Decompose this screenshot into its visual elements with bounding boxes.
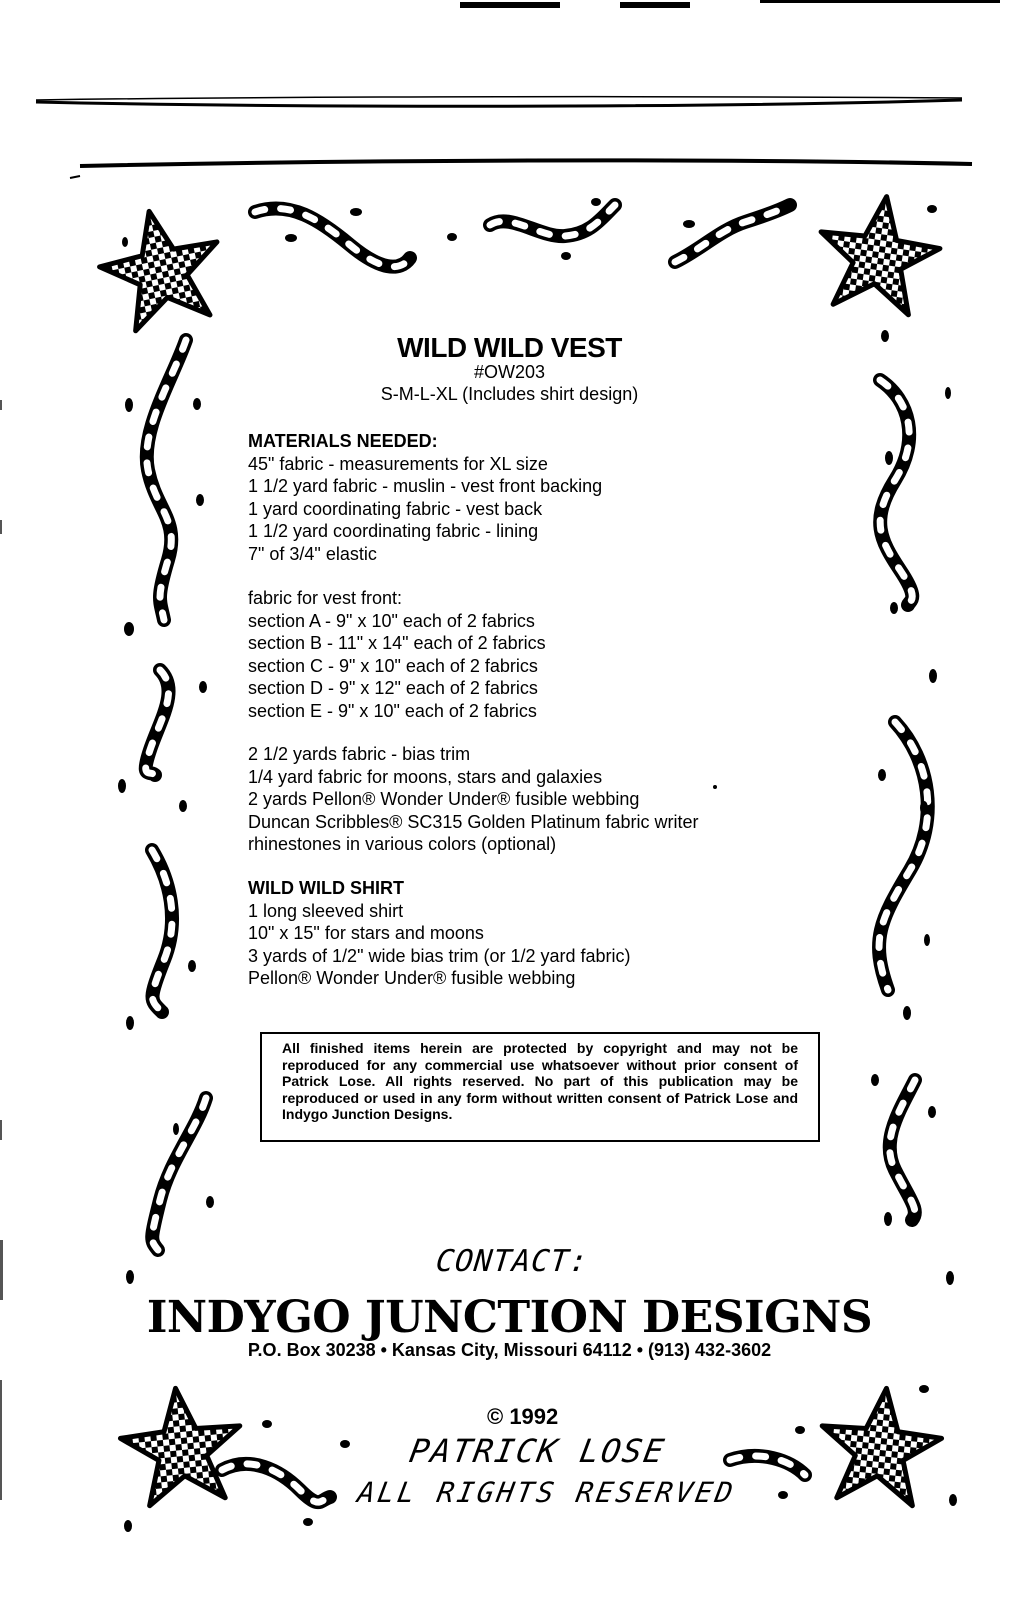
list-item: 10" x 15" for stars and moons bbox=[248, 923, 484, 943]
list-item: 1/4 yard fabric for moons, stars and galaxies bbox=[248, 766, 603, 787]
list-item: section A - 9" x 10" each of 2 fabrics bbox=[248, 610, 535, 631]
company-name: INDYGO JUNCTION DESIGNS bbox=[146, 1292, 873, 1343]
list-item: 45" fabric - measurements for XL size bbox=[248, 453, 548, 474]
top-rules bbox=[36, 0, 1000, 178]
rights-reserved: ALL RIGHTS RESERVED bbox=[355, 1476, 739, 1509]
list-item: rhinestones in various colors (optional) bbox=[248, 834, 557, 854]
copyright-notice: All finished items herein are protected by copyright and may not be reproduced for any commercial use whatsoever without prior consent of Patrick Lose. All rights reserved. No part of this publication may be reproduced or used in any form without written consent of Patrick Lose and Indygo Junction Designs. bbox=[260, 1032, 820, 1142]
vest-front-section bbox=[248, 587, 546, 722]
list-item: 3 yards of 1/2" wide bias trim (or 1/2 yard fabric) bbox=[248, 945, 631, 966]
list-item: 2 1/2 yards fabric - bias trim bbox=[248, 744, 471, 764]
copyright-year: © 1992 bbox=[487, 1404, 559, 1429]
list-item: 1 yard coordinating fabric - vest back bbox=[248, 498, 543, 519]
pattern-title: WILD WILD VEST bbox=[397, 332, 622, 363]
pattern-sizes: S-M-L-XL (Includes shirt design) bbox=[380, 384, 639, 404]
list-item: section D - 9" x 12" each of 2 fabrics bbox=[248, 678, 538, 698]
list-item: 2 yards Pellon® Wonder Under® fusible webbing bbox=[248, 789, 640, 809]
list-item: Pellon® Wonder Under® fusible webbing bbox=[248, 968, 576, 988]
company-address: P.O. Box 30238 • Kansas City, Missouri 64112 • (913) 432-3602 bbox=[247, 1340, 772, 1360]
vest-front-heading: fabric for vest front: bbox=[248, 588, 403, 608]
list-item: 7" of 3/4" elastic bbox=[248, 543, 377, 564]
list-item: section C - 9" x 10" each of 2 fabrics bbox=[248, 655, 538, 676]
materials-section bbox=[248, 430, 602, 565]
list-item: section E - 9" x 10" each of 2 fabrics bbox=[248, 700, 537, 721]
star-top-left-icon bbox=[90, 199, 231, 335]
star-bottom-right-icon bbox=[815, 1382, 946, 1508]
shirt-section bbox=[248, 877, 631, 990]
star-top-right-icon bbox=[811, 188, 946, 318]
author-signature: PATRICK LOSE bbox=[406, 1432, 669, 1470]
list-item: 1 1/2 yard coordinating fabric - lining bbox=[248, 521, 539, 541]
list-item: 1 1/2 yard fabric - muslin - vest front backing bbox=[248, 476, 603, 496]
pattern-number: #OW203 bbox=[473, 362, 546, 382]
list-item: 1 long sleeved shirt bbox=[248, 900, 404, 921]
extras-section bbox=[248, 743, 698, 856]
star-bottom-left-icon bbox=[116, 1382, 247, 1508]
contact-label: CONTACT: bbox=[434, 1244, 591, 1279]
list-item: section B - 11" x 14" each of 2 fabrics bbox=[248, 633, 546, 653]
materials-heading: MATERIALS NEEDED: bbox=[248, 431, 438, 451]
shirt-heading: WILD WILD SHIRT bbox=[248, 878, 404, 898]
list-item: Duncan Scribbles® SC315 Golden Platinum fabric writer bbox=[248, 811, 699, 832]
